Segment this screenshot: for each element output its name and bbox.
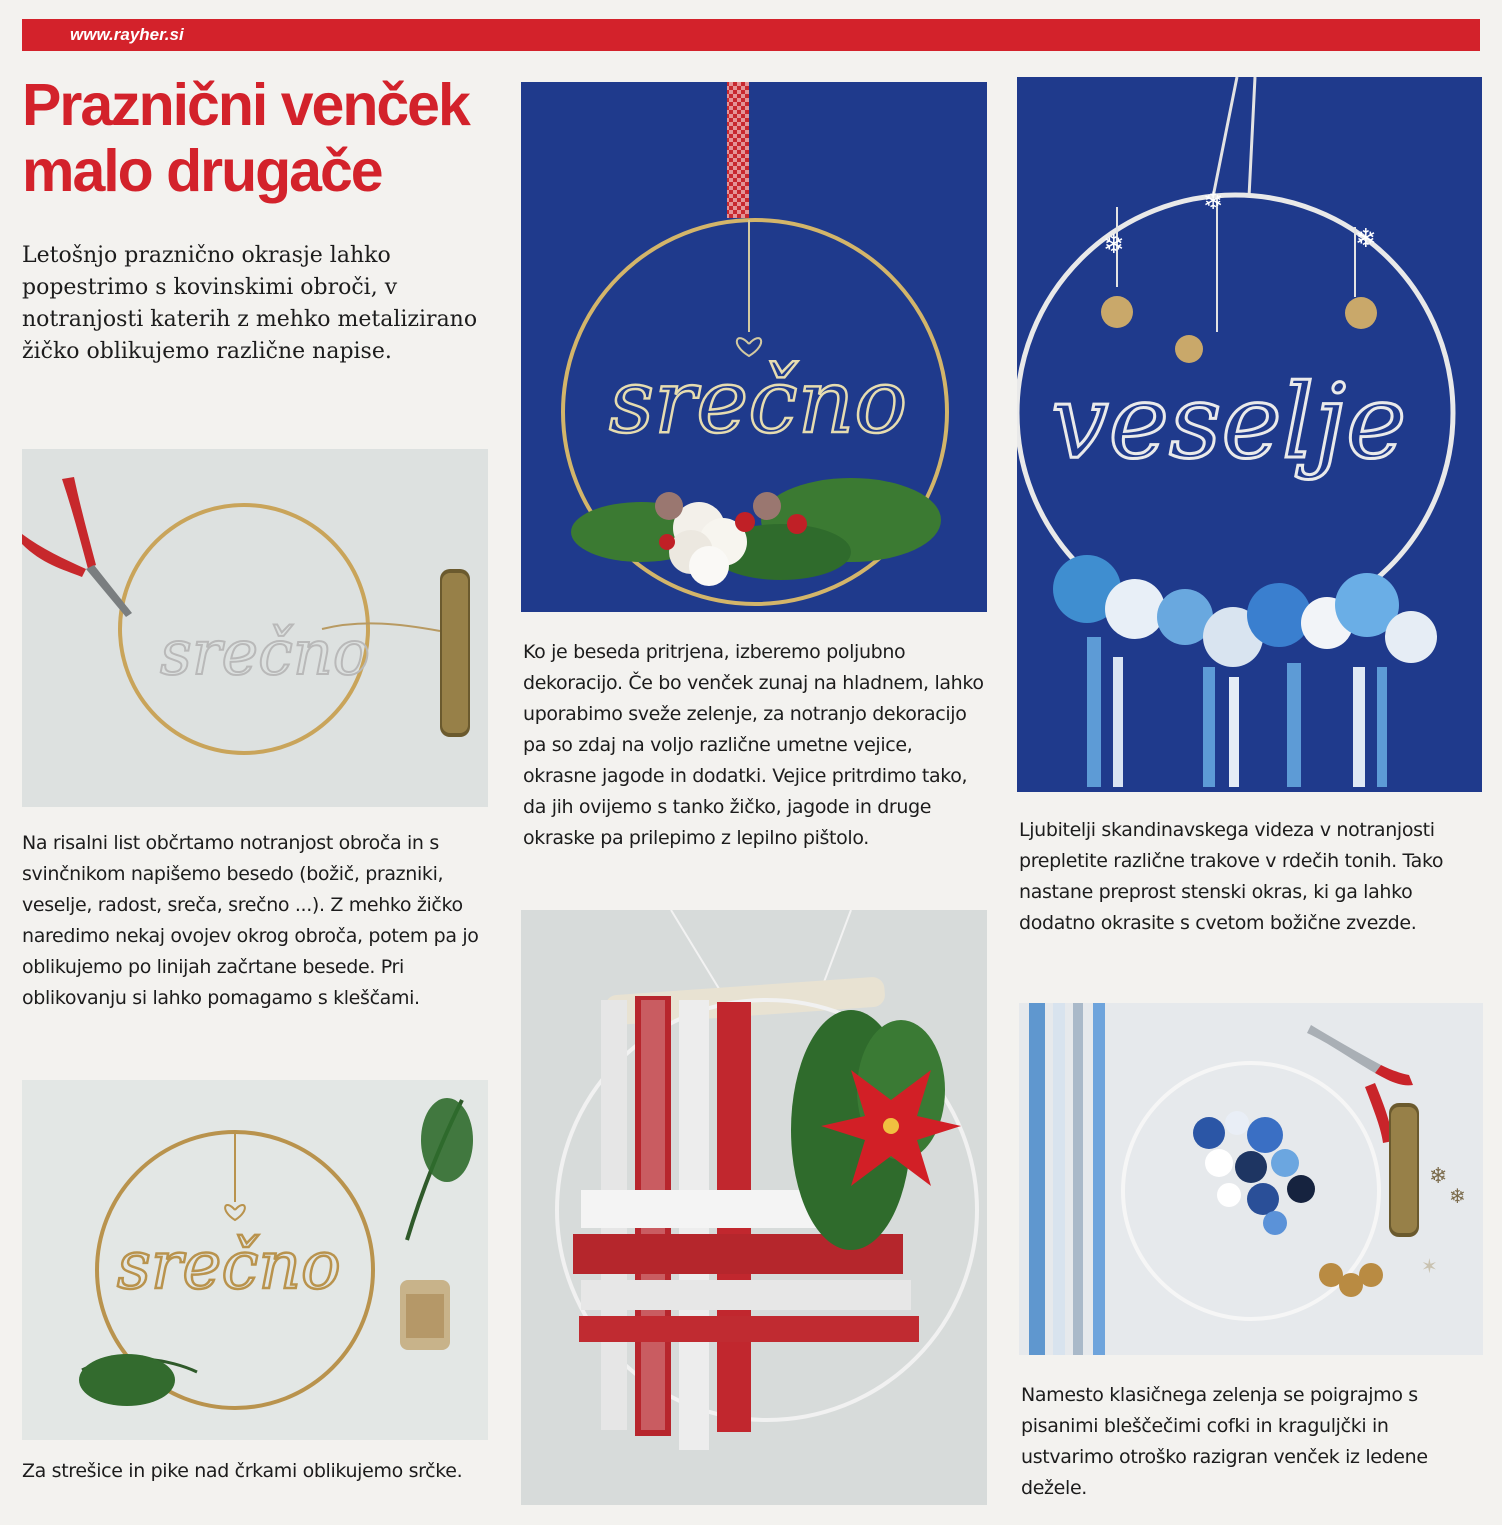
white-word: veselje [1051,363,1407,482]
caption-scandinavian: Ljubitelji skandinavskega videza v notranjosti prepletite različne trakove v rdečih tonih. Tako nastane preprost stenski okras, ki ga lahko dodatno okrasite s cvetom božične zvezde. [1019,819,1444,934]
caption-step1: Na risalni list občrtamo notranjost obroča in s svinčnikom napišemo besedo (božič, prazniki, veselje, radost, sreča, srečno ...). Z mehko žičko naredimo nekaj ovojev okrog obroča, potem pa jo oblikujemo po linijah začrtane besede. Pri oblikovanju si lahko pomagamo s kleščami. [22,832,479,1009]
wire-spool-icon [1389,1103,1419,1237]
intro-paragraph: Letošnjo praznično okrasje lahko popestrimo s kovinskimi obroči, v notranjosti katerih z mehko metalizirano žičko oblikujemo različne napise. [22,243,478,364]
svg-text:❄: ❄ [1429,1164,1448,1189]
svg-text:❄: ❄ [1355,224,1377,254]
photo-ribbon-wreath [521,910,987,1505]
svg-text:✶: ✶ [1421,1254,1438,1278]
svg-text:❄: ❄ [1449,1184,1466,1208]
caption-icy: Namesto klasičnega zelenja se poigrajmo s pisanimi bleščečimi cofki in kraguljčki in ustvarimo otroško razigran venček iz ledene dežele. [1021,1384,1428,1499]
photo-gold-hoop-greenery [22,1080,488,1440]
gold-word: srečno [609,350,908,453]
caption-step2: Za strešice in pike nad črkami oblikujemo srčke. [22,1460,463,1482]
sage-word: srečno [117,1227,341,1304]
photo-gold-wreath-navy [521,82,987,612]
sketch-word: srečno [160,616,371,689]
wire-spool-icon [400,1280,450,1350]
photo-icy-supplies [1019,1003,1483,1355]
article-title [22,72,502,204]
wire-spool-icon [440,569,470,737]
header-bar [22,19,1480,51]
svg-text:❄: ❄ [1103,230,1125,260]
svg-text:❄: ❄ [1203,187,1224,215]
photo-white-hoop-veselje [1017,77,1482,792]
caption-decoration: Ko je beseda pritrjena, izberemo poljubno dekoracijo. Če bo venček zunaj na hladnem, lahko uporabimo sveže zelenje, za notranjo dekoracijo pa so zdaj na voljo različne umetne vejice, okrasne jagode in dodatki. Vejice pritrdimo tako, da jih ovijemo s tanko žičko, jagode in druge okraske pa prilepimo z lepilno pištolo. [523,641,984,849]
title-line-1: Praznični venček [22,72,469,138]
title-line-2: malo drugače [22,138,382,204]
site-url: www.rayher.si [70,25,184,44]
photo-sketch-pliers [22,449,488,807]
